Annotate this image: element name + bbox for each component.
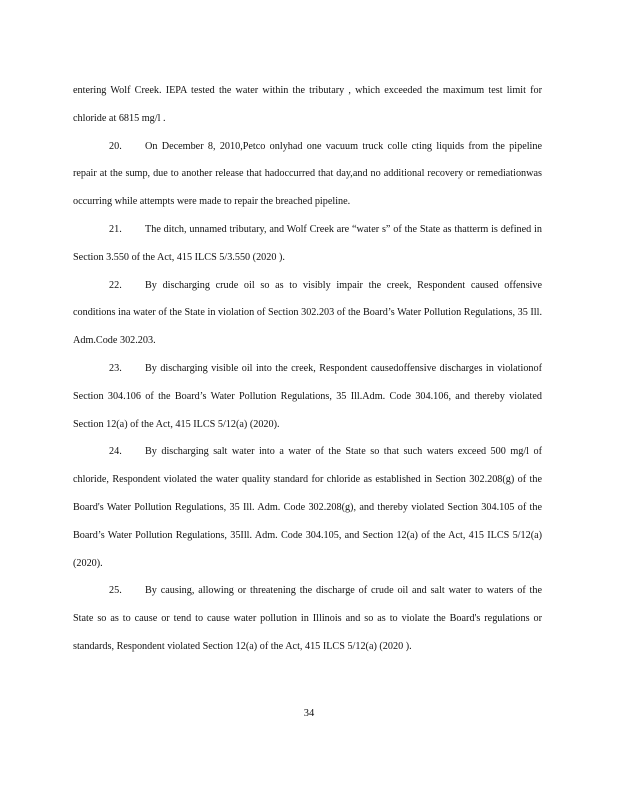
paragraph-number: 25.: [109, 585, 122, 597]
paragraph-continuation: [73, 77, 542, 133]
document-body: [73, 77, 542, 661]
paragraph-number: 22.: [109, 279, 122, 291]
paragraph-23: [73, 355, 542, 438]
paragraph-number: 23.: [109, 362, 122, 374]
paragraph-number: 20.: [109, 140, 122, 152]
paragraph-21: [73, 216, 542, 272]
paragraph-22: [73, 272, 542, 355]
paragraph-number: 21.: [109, 223, 122, 235]
paragraph-number: 24.: [109, 446, 122, 458]
page-number: 34: [303, 708, 315, 719]
paragraph-text: entering Wolf Creek. IEPA tested the water within the tributary , which exceeded the maximum test limit for chloride at 6815 mg/l .: [73, 85, 542, 124]
paragraph-20: [73, 133, 542, 216]
paragraph-text: By causing, allowing or threatening the discharge of crude oil and salt water to waters of the State so as to cause or tend to cause water pollution in Illinois and so as to violate the Board's regulations or standards, Respondent violated Section 12(a) of the Act, 415 ILCS 5/12(a) (2020 ).: [73, 585, 542, 652]
paragraph-text: By discharging visible oil into the creek, Respondent causedoffensive discharges in violationof Section 304.106 of the Board’s Water Pollution Regulations, 35 Ill.Adm. Code 304.106, and thereby violated Section 12(a) of the Act, 415 ILCS 5/12(a) (2020).: [73, 362, 542, 430]
paragraph-text: On December 8, 2010,Petco onlyhad one vacuum truck colle cting liquids from the pipeline repair at the sump, due to another release that hadoccurred that day,and no additional recovery or remediationwas occurring while attempts were made to repair the breached pipeline.: [73, 140, 542, 208]
paragraph-text: By discharging crude oil so as to visibly impair the creek, Respondent caused offensive conditions ina water of the State in violation of Section 302.203 of the Board’s Water Pollution Regulations, 35 Ill. Adm.Code 302.203.: [73, 279, 542, 347]
paragraph-24: [73, 438, 542, 577]
paragraph-25: [73, 577, 542, 660]
paragraph-text: The ditch, unnamed tributary, and Wolf Creek are “water s” of the State as thatterm is defined in Section 3.550 of the Act, 415 ILCS 5/3.550 (2020 ).: [73, 223, 542, 263]
paragraph-text: By discharging salt water into a water of the State so that such waters exceed 500 mg/l of chloride, Respondent violated the water quality standard for chloride as established in Section 302.208(g) of the Board's Water Pollution Regulations, 35 Ill. Adm. Code 302.208(g), and thereby violated Section 304.105 of the Board’s Water Pollution Regulations, 35Ill. Adm. Code 304.105, and Section 12(a) of the Act, 415 ILCS 5/12(a) (2020).: [73, 446, 542, 569]
